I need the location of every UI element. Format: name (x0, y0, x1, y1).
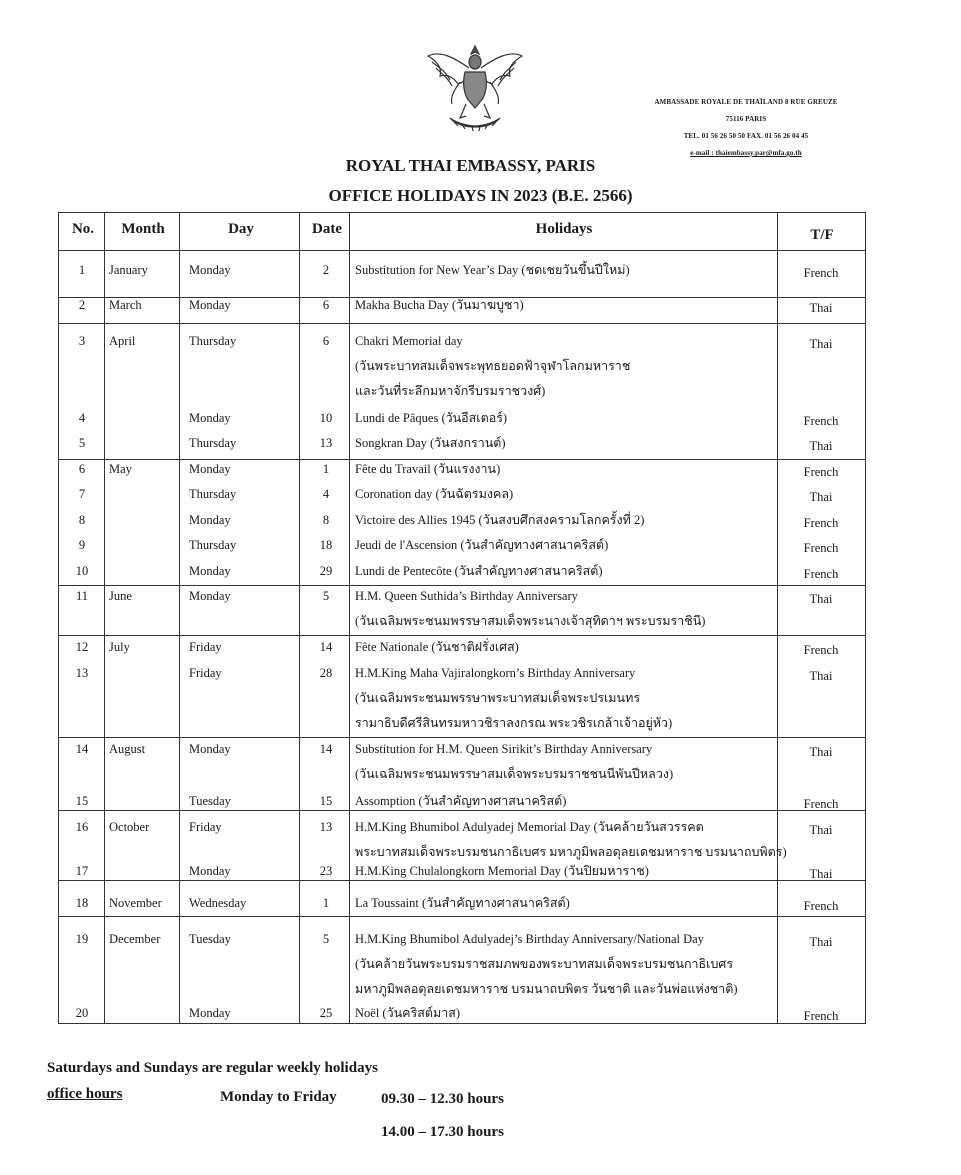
row-tf: Thai (809, 337, 833, 351)
row-date: 4 (322, 487, 330, 501)
row-number: 18 (75, 896, 89, 910)
row-divider (59, 810, 865, 811)
row-divider (59, 459, 865, 460)
row-tf: Thai (809, 439, 833, 453)
row-tf: Thai (809, 823, 833, 837)
email-address: e-mail : thaiembassy.par@mfa.go.th (690, 149, 802, 157)
row-divider (59, 880, 865, 881)
row-month: November (109, 896, 162, 910)
column-divider (104, 213, 105, 1023)
row-holiday-text: Coronation day (วันฉัตรมงคล) (355, 487, 514, 501)
row-month: July (109, 640, 130, 654)
row-divider (59, 737, 865, 738)
row-number: 2 (78, 298, 86, 312)
row-holiday-text: มหาภูมิพลอดุลยเดชมหาราช บรมนาถบพิตร วันชาติ และวันพ่อแห่งชาติ) (355, 982, 738, 996)
row-number: 4 (78, 411, 86, 425)
row-holiday-text: (วันเฉลิมพระชนมพรรษาสมเด็จพระนางเจ้าสุทิดาฯ พระบรมราชินี) (355, 614, 706, 628)
row-date: 1 (322, 462, 330, 476)
row-day: Thursday (189, 538, 237, 552)
row-divider (59, 585, 865, 586)
row-day: Monday (189, 589, 231, 603)
row-holiday-text: Fête Nationale (วันชาติฝรั่งเศส) (355, 640, 519, 654)
row-holiday-text: Assomption (วันสำคัญทางศาสนาคริสต์) (355, 794, 567, 808)
row-day: Thursday (189, 487, 237, 501)
row-tf: Thai (809, 745, 833, 759)
row-holiday-text: Jeudi de l'Ascension (วันสำคัญทางศาสนาคริสต์) (355, 538, 609, 552)
row-day: Monday (189, 1006, 231, 1020)
row-number: 14 (75, 742, 89, 756)
row-date: 5 (322, 589, 330, 603)
address-postcode: 75116 PARIS (725, 115, 767, 123)
row-number: 1 (78, 263, 86, 277)
row-number: 5 (78, 436, 86, 450)
row-day: Friday (189, 640, 222, 654)
row-holiday-text: (วันเฉลิมพระชนมพรรษาพระบาทสมเด็จพระปรเมนทร (355, 691, 641, 705)
row-divider (59, 250, 865, 251)
row-number: 10 (75, 564, 89, 578)
row-holiday-text: (วันเฉลิมพระชนมพรรษาสมเด็จพระบรมราชชนนีพันปีหลวง) (355, 767, 674, 781)
row-day: Monday (189, 263, 231, 277)
row-date: 5 (322, 932, 330, 946)
row-date: 28 (319, 666, 333, 680)
row-holiday-text: Fête du Travail (วันแรงงาน) (355, 462, 501, 476)
row-number: 8 (78, 513, 86, 527)
row-day: Friday (189, 820, 222, 834)
row-tf: French (803, 643, 839, 657)
row-tf: French (803, 516, 839, 530)
row-tf: Thai (809, 490, 833, 504)
row-day: Monday (189, 564, 231, 578)
row-number: 6 (78, 462, 86, 476)
header-tf: T/F (810, 227, 834, 243)
row-day: Tuesday (189, 794, 231, 808)
row-tf: French (803, 266, 839, 280)
row-day: Tuesday (189, 932, 231, 946)
row-month: October (109, 820, 150, 834)
column-divider (777, 213, 778, 1023)
row-month: March (109, 298, 142, 312)
row-number: 15 (75, 794, 89, 808)
row-date: 14 (319, 640, 333, 654)
row-holiday-text: (วันคล้ายวันพระบรมราชสมภพของพระบาทสมเด็จพระบรมชนกาธิเบศร (355, 957, 734, 971)
header-holidays: Holidays (535, 221, 593, 237)
row-day: Monday (189, 298, 231, 312)
row-date: 25 (319, 1006, 333, 1020)
row-holiday-text: H.M.King Bhumibol Adulyadej Memorial Day (วันคล้ายวันสวรรคต (355, 820, 704, 834)
row-date: 23 (319, 864, 333, 878)
column-divider (299, 213, 300, 1023)
row-tf: French (803, 797, 839, 811)
row-date: 6 (322, 298, 330, 312)
row-date: 15 (319, 794, 333, 808)
garuda-emblem-icon (420, 38, 530, 138)
row-date: 29 (319, 564, 333, 578)
row-date: 14 (319, 742, 333, 756)
row-month: December (109, 932, 161, 946)
row-number: 7 (78, 487, 86, 501)
header-date: Date (312, 221, 342, 237)
row-holiday-text: Chakri Memorial day (355, 334, 463, 348)
row-holiday-text: Makha Bucha Day (วันมาฆบูชา) (355, 298, 524, 312)
row-day: Friday (189, 666, 222, 680)
address-line: AMBASSADE ROYALE DE THAÏLAND 8 RUE GREUZE (654, 98, 838, 106)
row-day: Monday (189, 513, 231, 527)
row-tf: French (803, 567, 839, 581)
row-day: Monday (189, 864, 231, 878)
weekly-holidays-note: Saturdays and Sundays are regular weekly holidays (47, 1060, 378, 1076)
row-holiday-text: Songkran Day (วันสงกรานต์) (355, 436, 506, 450)
row-day: Thursday (189, 436, 237, 450)
row-holiday-text: (วันพระบาทสมเด็จพระพุทธยอดฟ้าจุฬาโลกมหาราช (355, 359, 631, 373)
row-tf: French (803, 1009, 839, 1023)
document-subtitle: OFFICE HOLIDAYS IN 2023 (B.E. 2566) (328, 186, 633, 205)
header-day: Day (228, 221, 254, 237)
row-month: August (109, 742, 146, 756)
row-holiday-text: รามาธิบดีศรีสินทรมหาวชิราลงกรณ พระวชิรเกล้าเจ้าอยู่หัว) (355, 716, 673, 730)
column-divider (179, 213, 180, 1023)
row-number: 11 (75, 589, 89, 603)
row-tf: Thai (809, 867, 833, 881)
row-number: 12 (75, 640, 89, 654)
row-date: 2 (322, 263, 330, 277)
holiday-table (58, 212, 866, 1024)
row-number: 13 (75, 666, 89, 680)
row-month: April (109, 334, 136, 348)
row-tf: Thai (809, 669, 833, 683)
row-date: 1 (322, 896, 330, 910)
row-holiday-text: พระบาทสมเด็จพระบรมชนกาธิเบศร มหาภูมิพลอดุลยเดชมหาราช บรมนาถบพิตร) (355, 845, 787, 859)
row-date: 10 (319, 411, 333, 425)
office-days: Monday to Friday (220, 1089, 337, 1105)
row-tf: French (803, 414, 839, 428)
row-date: 13 (319, 820, 333, 834)
row-number: 19 (75, 932, 89, 946)
row-day: Wednesday (189, 896, 247, 910)
row-month: May (109, 462, 132, 476)
row-month: January (109, 263, 148, 277)
row-holiday-text: และวันที่ระลึกมหาจักรีบรมราชวงศ์) (355, 384, 546, 398)
row-number: 17 (75, 864, 89, 878)
column-divider (349, 213, 350, 1023)
office-hours-morning: 09.30 – 12.30 hours (381, 1091, 504, 1107)
phone-fax: TEL. 01 56 26 50 50 FAX. 01 56 26 04 45 (683, 132, 809, 140)
row-divider (59, 323, 865, 324)
row-divider (59, 635, 865, 636)
row-date: 13 (319, 436, 333, 450)
header-no: No. (71, 221, 95, 237)
document-title: ROYAL THAI EMBASSY, PARIS (345, 156, 596, 175)
embassy-address-block (616, 94, 876, 162)
row-day: Monday (189, 462, 231, 476)
row-date: 8 (322, 513, 330, 527)
row-holiday-text: La Toussaint (วันสำคัญทางศาสนาคริสต์) (355, 896, 570, 910)
row-tf: Thai (809, 592, 833, 606)
row-holiday-text: Substitution for New Year’s Day (ชดเชยวันขึ้นปีใหม่) (355, 263, 630, 277)
row-tf: French (803, 541, 839, 555)
row-holiday-text: Lundi de Pentecôte (วันสำคัญทางศาสนาคริสต์) (355, 564, 603, 578)
row-number: 16 (75, 820, 89, 834)
row-month: June (109, 589, 132, 603)
row-holiday-text: Noël (วันคริสต์มาส) (355, 1006, 461, 1020)
row-divider (59, 916, 865, 917)
row-holiday-text: Victoire des Allies 1945 (วันสงบศึกสงครามโลกครั้งที่ 2) (355, 513, 645, 527)
row-date: 18 (319, 538, 333, 552)
row-tf: Thai (809, 301, 833, 315)
row-holiday-text: H.M. Queen Suthida’s Birthday Anniversary (355, 589, 578, 603)
row-number: 9 (78, 538, 86, 552)
row-day: Monday (189, 411, 231, 425)
row-tf: French (803, 465, 839, 479)
row-number: 20 (75, 1006, 89, 1020)
row-day: Thursday (189, 334, 237, 348)
row-holiday-text: H.M.King Maha Vajiralongkorn’s Birthday Anniversary (355, 666, 636, 680)
row-day: Monday (189, 742, 231, 756)
row-tf: French (803, 899, 839, 913)
row-tf: Thai (809, 935, 833, 949)
header-month: Month (121, 221, 165, 237)
row-holiday-text: H.M.King Chulalongkorn Memorial Day (วันปิยมหาราช) (355, 864, 649, 878)
row-number: 3 (78, 334, 86, 348)
row-holiday-text: Substitution for H.M. Queen Sirikit’s Birthday Anniversary (355, 742, 653, 756)
row-holiday-text: H.M.King Bhumibol Adulyadej’s Birthday Anniversary/National Day (355, 932, 704, 946)
row-holiday-text: Lundi de Pâques (วันอีสเตอร์) (355, 411, 508, 425)
row-date: 6 (322, 334, 330, 348)
office-hours-label: office hours (47, 1086, 123, 1102)
office-hours-afternoon: 14.00 – 17.30 hours (381, 1124, 504, 1140)
